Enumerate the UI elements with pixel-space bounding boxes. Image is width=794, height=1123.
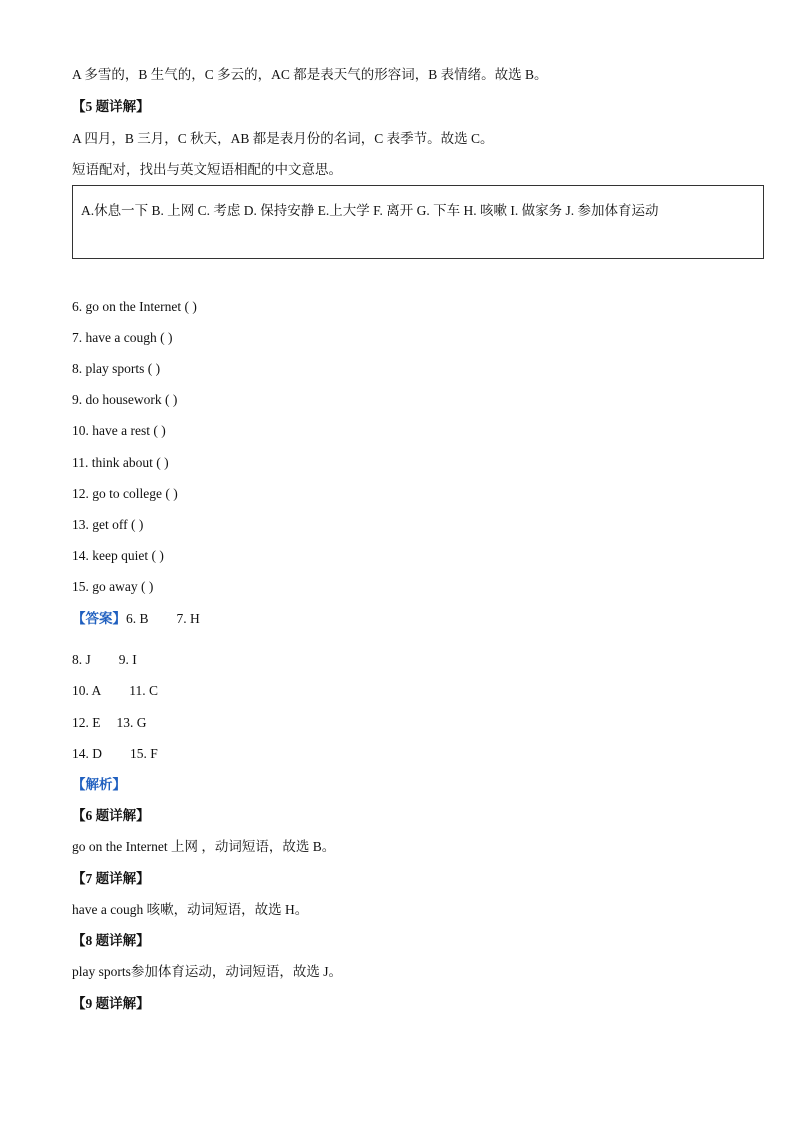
answer-row-5: [72, 745, 158, 763]
question-9: 9. do housework ( ): [72, 392, 178, 407]
answer-12: 12. E: [72, 715, 101, 730]
q6-detail-heading: 【6 题详解】: [72, 808, 150, 823]
question-7: 7. have a cough ( ): [72, 330, 173, 345]
question-6: 6. go on the Internet ( ): [72, 299, 197, 314]
section-instruction: 短语配对，找出与英文短语相配的中文意思。: [72, 162, 342, 177]
analysis-label: 【解析】: [72, 777, 126, 792]
answer-row-4: [72, 714, 147, 732]
answer-9: 9. I: [118, 652, 137, 667]
question-8: 8. play sports ( ): [72, 361, 161, 376]
q9-detail-heading: 【9 题详解】: [72, 996, 150, 1011]
q8-detail-text: play sports参加体育运动，动词短语，故选 J。: [72, 964, 342, 979]
answer-8: 8. J: [72, 652, 91, 667]
question-11: 11. think about ( ): [72, 455, 169, 470]
q7-detail-heading: 【7 题详解】: [72, 871, 150, 886]
answer-row-2: [72, 651, 137, 669]
explanation-q5: A 四月，B 三月，C 秋天，AB 都是表月份的名词，C 表季节。故选 C。: [72, 131, 494, 146]
question-10: 10. have a rest ( ): [72, 423, 166, 438]
q7-detail-text: have a cough 咳嗽，动词短语，故选 H。: [72, 902, 309, 917]
explanation-q4: A 多雪的，B 生气的，C 多云的，AC 都是表天气的形容词，B 表情绪。故选 B。: [72, 67, 548, 82]
q6-detail-text: go on the Internet 上网 ，动词短语，故选 B。: [72, 839, 336, 854]
question-12: 12. go to college ( ): [72, 486, 178, 501]
q5-detail-heading: 【5 题详解】: [72, 99, 150, 114]
answer-15: 15. F: [130, 746, 158, 761]
question-15: 15. go away ( ): [72, 579, 154, 594]
answer-row-3: [72, 682, 158, 700]
answer-6: 6. B: [126, 611, 149, 626]
answer-7: 7. H: [176, 611, 200, 626]
question-13: 13. get off ( ): [72, 517, 144, 532]
answer-10: 10. A: [72, 683, 102, 698]
answer-row-1: [72, 610, 200, 628]
answer-11: 11. C: [129, 683, 159, 698]
answer-13: 13. G: [116, 715, 147, 730]
word-bank-text: A.休息一下 B. 上网 C. 考虑 D. 保持安静 E.上大学 F. 离开 G. 下车 H. 咳嗽 I. 做家务 J. 参加体育运动: [81, 203, 659, 218]
answer-14: 14. D: [72, 746, 102, 761]
answer-label: 【答案】: [72, 611, 126, 626]
word-bank-box: [72, 185, 764, 259]
q8-detail-heading: 【8 题详解】: [72, 933, 150, 948]
question-14: 14. keep quiet ( ): [72, 548, 164, 563]
